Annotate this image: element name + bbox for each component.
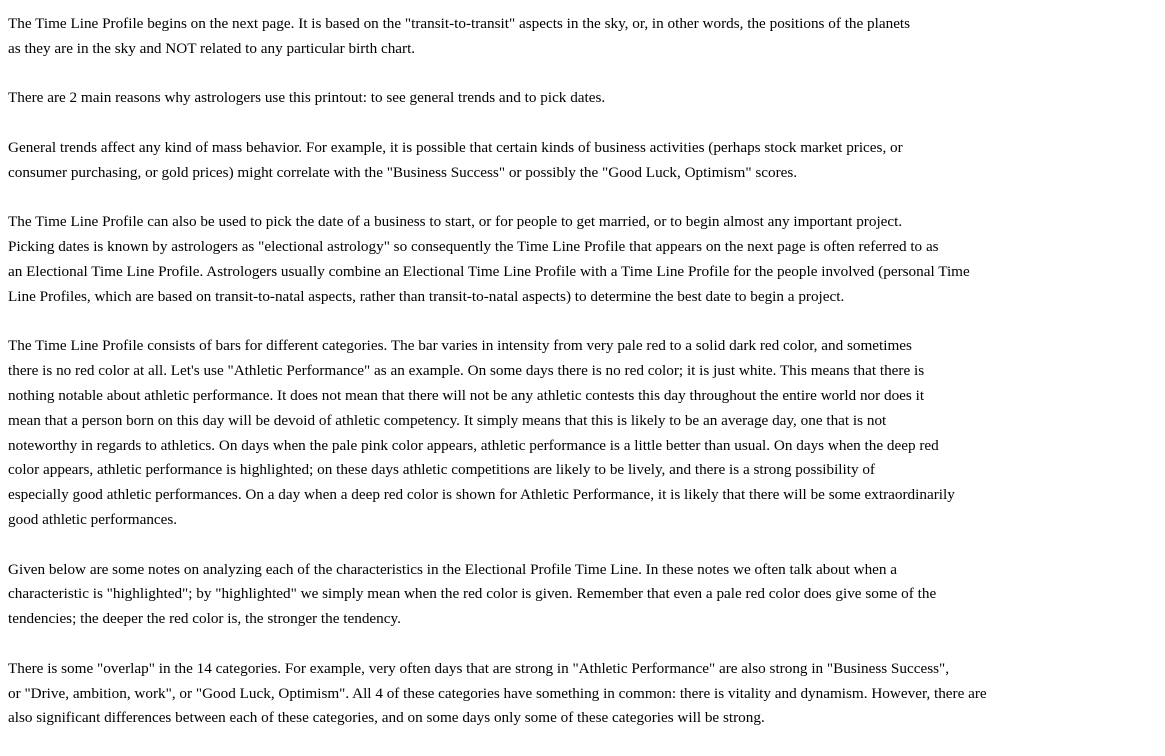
text-line: mean that a person born on this day will be devoid of athletic competency. It simply means that this is likely to be an average day, one that is not bbox=[8, 411, 887, 429]
text-line: There is some "overlap" in the 14 categories. For example, very often days that are strong in "Athletic Performance" are also strong in "Business Success", bbox=[8, 659, 950, 677]
text-line: Line Profiles, which are based on transit-to-natal aspects, rather than transit-to-natal aspects) to determine the best date to begin a project. bbox=[8, 287, 845, 305]
text-line: noteworthy in regards to athletics. On days when the pale pink color appears, athletic performance is a little better than usual. On days when the deep red bbox=[8, 436, 939, 454]
text-line: as they are in the sky and NOT related to any particular birth chart. bbox=[8, 39, 416, 57]
text-line: or "Drive, ambition, work", or "Good Luck, Optimism". All 4 of these categories have something in common: there is vitality and dynamism. However, there are bbox=[8, 684, 987, 702]
text-line: consumer purchasing, or gold prices) might correlate with the "Business Success" or possibly the "Good Luck, Optimism" scores. bbox=[8, 163, 798, 181]
text-line: There are 2 main reasons why astrologers use this printout: to see general trends and to pick dates. bbox=[8, 89, 606, 107]
text-line: also significant differences between each of these categories, and on some days only some of these categories will be strong. bbox=[8, 709, 765, 727]
paragraph-category-overlap bbox=[8, 657, 1160, 731]
paragraph-analysis-notes bbox=[8, 558, 1160, 632]
text-line: The Time Line Profile consists of bars for different categories. The bar varies in intensity from very pale red to a solid dark red color, and sometimes bbox=[8, 337, 912, 355]
text-line: especially good athletic performances. On a day when a deep red color is shown for Athletic Performance, it is likely that there will be some extraordinarily bbox=[8, 486, 955, 504]
document-body bbox=[8, 12, 1160, 756]
paragraph-bar-explanation bbox=[8, 334, 1160, 532]
paragraph-intro bbox=[8, 12, 1160, 62]
text-line: an Electional Time Line Profile. Astrologers usually combine an Electional Time Line Profile with a Time Line Profile for the people involved (personal Time bbox=[8, 262, 970, 280]
text-line: Given below are some notes on analyzing each of the characteristics in the Electional Profile Time Line. In these notes we often talk about when a bbox=[8, 560, 898, 578]
text-line: General trends affect any kind of mass behavior. For example, it is possible that certain kinds of business activities (perhaps stock market prices, or bbox=[8, 138, 903, 156]
text-line: Picking dates is known by astrologers as "electional astrology" so consequently the Time Line Profile that appears on the next page is often referred to as bbox=[8, 238, 939, 256]
text-line: there is no red color at all. Let's use "Athletic Performance" as an example. On some days there is no red color; it is just white. This means that there is bbox=[8, 362, 925, 380]
text-line: characteristic is "highlighted"; by "highlighted" we simply mean when the red color is given. Remember that even a pale red color does give some of the bbox=[8, 585, 937, 603]
paragraph-reasons bbox=[8, 86, 1160, 111]
text-line: The Time Line Profile can also be used to pick the date of a business to start, or for people to get married, or to begin almost any important project. bbox=[8, 213, 903, 231]
paragraph-picking-dates bbox=[8, 210, 1160, 309]
text-line: color appears, athletic performance is highlighted; on these days athletic competitions are likely to be lively, and there is a strong possibility of bbox=[8, 461, 875, 479]
text-line: nothing notable about athletic performance. It does not mean that there will not be any athletic contests this day throughout the entire world nor does it bbox=[8, 386, 925, 404]
text-line: The Time Line Profile begins on the next page. It is based on the "transit-to-transit" aspects in the sky, or, in other words, the positions of the planets bbox=[8, 15, 911, 32]
paragraph-general-trends bbox=[8, 136, 1160, 186]
text-line: good athletic performances. bbox=[8, 510, 178, 528]
text-line: tendencies; the deeper the red color is, the stronger the tendency. bbox=[8, 610, 401, 628]
